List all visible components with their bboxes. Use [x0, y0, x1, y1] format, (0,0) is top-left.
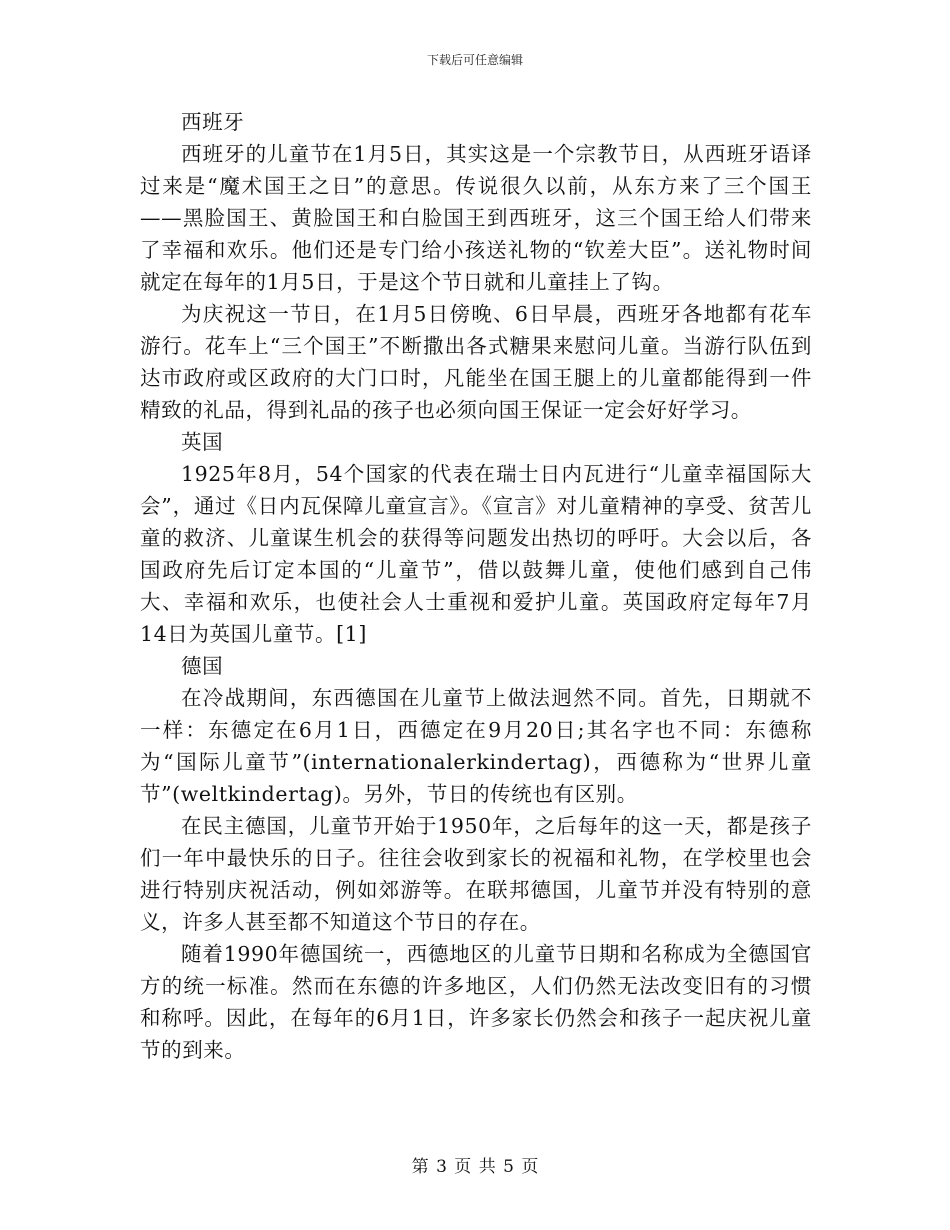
document-body	[140, 106, 812, 1066]
paragraph-spain-1: 西班牙的儿童节在1月5日，其实这是一个宗教节日，从西班牙语译过来是“魔术国王之日”的意思。传说很久以前，从东方来了三个国王——黑脸国王、黄脸国王和白脸国王到西班牙，这三个国王给人们带来了幸福和欢乐。他们还是专门给小孩送礼物的“钦差大臣”。送礼物时间就定在每年的1月5日，于是这个节日就和儿童挂上了钩。	[140, 142, 812, 294]
page-footer: 第 3 页 共 5 页	[411, 1157, 539, 1177]
paragraph-uk-1: 1925年8月，54个国家的代表在瑞士日内瓦进行“儿童幸福国际大会”，通过《日内瓦保障儿童宣言》。《宣言》对儿童精神的享受、贫苦儿童的救济、儿童谋生机会的获得等问题发出热切的呼吁。大会以后，各国政府先后订定本国的“儿童节”，借以鼓舞儿童，使他们感到自己伟大、幸福和欢乐，也使社会人士重视和爱护儿童。英国政府定每年7月14日为英国儿童节。[1]	[140, 462, 812, 646]
paragraph-spain-2: 为庆祝这一节日，在1月5日傍晚、6日早晨，西班牙各地都有花车游行。花车上“三个国王”不断撒出各式糖果来慰问儿童。当游行队伍到达市政府或区政府的大门口时，凡能坐在国王腿上的儿童都能得到一件精致的礼品，得到礼品的孩子也必须向国王保证一定会好好学习。	[140, 302, 812, 422]
page-header: 下载后可任意编辑	[426, 53, 523, 67]
paragraph-germany-3: 随着1990年德国统一，西德地区的儿童节日期和名称成为全德国官方的统一标准。然而在东德的许多地区，人们仍然无法改变旧有的习惯和称呼。因此，在每年的6月1日，许多家长仍然会和孩子一起庆祝儿童节的到来。	[140, 942, 812, 1062]
paragraph-germany-2: 在民主德国，儿童节开始于1950年，之后每年的这一天，都是孩子们一年中最快乐的日子。往往会收到家长的祝福和礼物，在学校里也会进行特别庆祝活动，例如郊游等。在联邦德国，儿童节并没有特别的意义，许多人甚至都不知道这个节日的存在。	[140, 814, 812, 934]
section-heading-spain: 西班牙	[181, 110, 245, 134]
section-heading-uk: 英国	[181, 430, 224, 454]
section-heading-germany: 德国	[181, 654, 224, 678]
paragraph-germany-1: 在冷战期间，东西德国在儿童节上做法迥然不同。首先，日期就不一样：东德定在6月1日，西德定在9月20日;其名字也不同：东德称为“国际儿童节”(internationalerkindertag)，西德称为“世界儿童节”(weltkindertag)。另外，节日的传统也有区别。	[140, 686, 812, 806]
